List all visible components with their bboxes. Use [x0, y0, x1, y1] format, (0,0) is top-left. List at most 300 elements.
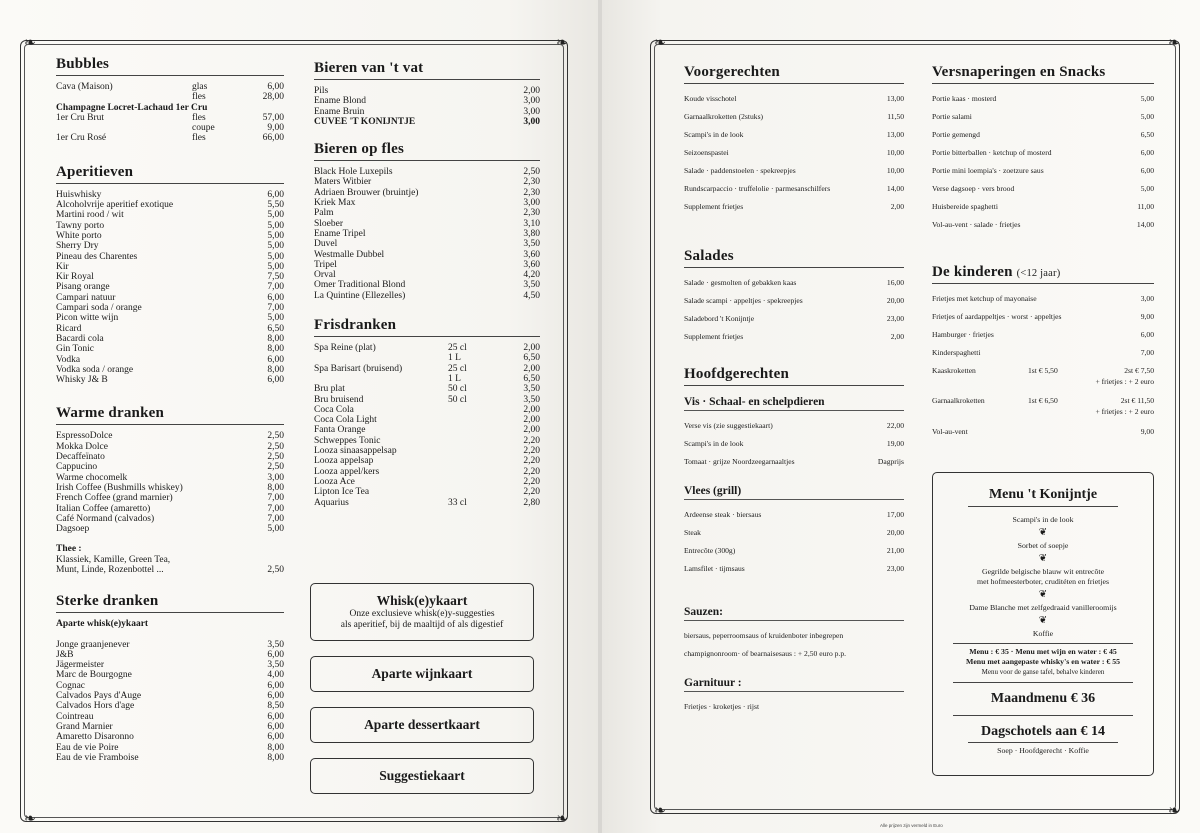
item-name: Whisky J& B — [56, 375, 108, 386]
corner-leaf-icon: ❧ — [1168, 803, 1180, 819]
section-kinderen — [932, 264, 1154, 441]
menu-item-row — [56, 514, 284, 524]
vol-au-vent-row: Vol-au-vent 9,00 — [932, 427, 1154, 436]
item-size — [448, 477, 500, 487]
menu-item-row — [314, 456, 540, 466]
item-name: Tawny porto — [56, 220, 105, 231]
item-price: 2,00 — [523, 363, 540, 374]
item-size: coupe — [192, 123, 215, 134]
whisky-card-desc: als aperitief, bij de maaltijd of als digestief — [340, 620, 504, 630]
menu-item-row — [684, 560, 904, 578]
menu-item-row — [932, 326, 1154, 344]
item-price: 5,00 — [267, 230, 284, 241]
item-price: 8,50 — [267, 701, 284, 712]
item-price: 5,50 — [267, 200, 284, 211]
right-column-1 — [684, 64, 904, 716]
menu-item-row — [314, 229, 540, 239]
item-price: 6,00 — [267, 292, 284, 303]
menu-item-row — [56, 210, 284, 220]
maandmenu-title: Maandmenu € 36 — [990, 691, 1096, 706]
menu-course: Scampi's in de look — [1012, 515, 1074, 524]
item-price: 14,00 — [1136, 220, 1154, 229]
menu-item-row — [684, 506, 904, 524]
item-price: 2,20 — [523, 466, 540, 477]
section-salades — [684, 248, 904, 346]
item-price: 66,00 — [262, 133, 284, 144]
item-name: Kriek Max — [314, 198, 356, 209]
item-price: 2,80 — [523, 497, 540, 508]
menu-item-row — [56, 293, 284, 303]
item-price: 21,00 — [886, 546, 904, 555]
menu-item-row — [314, 498, 540, 508]
item-name: Tripel — [314, 259, 337, 270]
menu-item-row — [314, 107, 540, 117]
menu-item-row — [314, 219, 540, 229]
item-name: Jonge graanjenever — [56, 639, 130, 650]
menu-item-row — [314, 117, 540, 127]
menu-item-row — [56, 670, 284, 680]
item-name: Dagsoep — [56, 524, 90, 535]
menu-konijntje-box — [932, 472, 1154, 776]
menu-item-row — [56, 473, 284, 483]
menu-item-row — [684, 180, 904, 198]
menu-item-row — [56, 241, 284, 251]
menu-item-row — [314, 353, 540, 363]
menu-item-row — [314, 260, 540, 270]
item-list — [684, 506, 904, 578]
corner-leaf-icon: ❧ — [654, 803, 666, 819]
item-price: 6,00 — [267, 82, 284, 92]
item-name: Gin Tonic — [56, 344, 94, 355]
item-name: Maters Witbier — [314, 177, 372, 188]
item-name: Grand Marnier — [56, 721, 113, 732]
item-price: 2,00 — [523, 86, 540, 96]
item-price: 9,00 — [267, 123, 284, 134]
item-price: 7,00 — [267, 513, 284, 524]
section-sterke-dranken — [56, 593, 284, 763]
menu-item-row — [56, 133, 284, 143]
menu-item-row — [684, 435, 904, 453]
item-name: Vol-au-vent · salade · frietjes — [932, 220, 1021, 229]
item-size — [448, 446, 500, 456]
item-name: Ename Blond — [314, 96, 366, 107]
menu-item-row — [684, 417, 904, 435]
item-name: Eau de vie Framboise — [56, 752, 139, 763]
item-price: 22,00 — [886, 421, 904, 430]
item-price: 7,00 — [267, 503, 284, 514]
item-name: Calvados Hors d'age — [56, 701, 135, 712]
item-name: Coca Cola Light — [314, 415, 377, 426]
menu-item-row — [56, 452, 284, 462]
item-price: 10,00 — [886, 166, 904, 175]
item-price: 4,20 — [523, 270, 540, 281]
item-name: Kinderspaghetti — [932, 348, 981, 357]
item-name: Vodka soda / orange — [56, 364, 134, 375]
item-price: 4,00 — [267, 670, 284, 681]
menu-item-row — [684, 198, 904, 216]
item-name — [56, 123, 192, 133]
menu-item-row — [56, 431, 284, 441]
item-name: Frietjes met ketchup of mayonaise — [932, 294, 1037, 303]
menu-item-row — [56, 313, 284, 323]
item-price: 8,00 — [267, 364, 284, 375]
kinderen-age: (<12 jaar) — [1016, 268, 1061, 279]
item-name: Fanta Orange — [314, 425, 366, 436]
section-title: Sterke dranken — [56, 593, 284, 613]
section-garnituur — [684, 677, 904, 716]
item-name: Salade · paddenstoelen · spekreepjes — [684, 166, 796, 175]
dessert-card-box: Aparte dessertkaart — [310, 707, 534, 743]
item-name: Warme chocomelk — [56, 472, 128, 483]
menu-item-row — [56, 344, 284, 354]
subsection-title: Sauzen: — [684, 606, 904, 621]
section-title: Versnaperingen en Snacks — [932, 64, 1154, 84]
item-size: 1 L — [448, 353, 461, 364]
item-price: 20,00 — [886, 528, 904, 537]
section-title: Salades — [684, 248, 904, 268]
item-price: 2,20 — [523, 446, 540, 457]
item-price: 4,50 — [523, 290, 540, 301]
menu-course: Gegrilde belgische blauw wit entrecôte — [981, 567, 1105, 576]
menu-item-row — [314, 188, 540, 198]
menu-note: Menu voor de ganse tafel, behalve kinderen — [981, 668, 1105, 676]
item-price: 3,50 — [523, 280, 540, 291]
menu-item-row — [684, 126, 904, 144]
menu-item-row — [314, 343, 540, 353]
item-name: Portie salami — [932, 112, 972, 121]
kaaskroketten-supplement: + frietjes : + 2 euro — [1095, 377, 1154, 386]
menu-item-row — [56, 365, 284, 375]
menu-item-row — [56, 743, 284, 753]
item-price: 11,50 — [887, 112, 904, 121]
item-price: 2,00 — [523, 415, 540, 426]
item-name: J&B — [56, 649, 74, 660]
menu-item-row — [314, 364, 540, 374]
item-name: Portie bitterballen · ketchup of mosterd — [932, 148, 1052, 157]
suggestion-card-box: Suggestiekaart — [310, 758, 534, 794]
garnaalkroketten-supplement: + frietjes : + 2 euro — [1095, 407, 1154, 416]
item-name: Koude visschotel — [684, 94, 737, 103]
item-name: Looza appel/kers — [314, 466, 380, 477]
item-price: 6,50 — [267, 323, 284, 334]
thee-line: Munt, Linde, Rozenbottel ... 2,50 — [56, 564, 284, 575]
item-name: Cappucino — [56, 462, 98, 473]
item-name: Pineau des Charentes — [56, 251, 138, 262]
item-price: 2,30 — [523, 177, 540, 188]
section-title: Frisdranken — [314, 317, 540, 337]
dagschotels-desc: Soep · Hoofdgerecht · Koffie — [997, 746, 1089, 755]
menu-item-row — [932, 344, 1154, 362]
item-name: Rundscarpaccio · truffelolie · parmesanschilfers — [684, 184, 831, 193]
section-snacks — [932, 64, 1154, 234]
menu-item-row — [314, 384, 540, 394]
menu-item-row — [56, 190, 284, 200]
menu-item-row — [314, 208, 540, 218]
item-size: 33 cl — [448, 497, 467, 508]
item-size: fles — [192, 112, 206, 123]
item-size — [207, 103, 250, 113]
menu-item-row — [56, 324, 284, 334]
item-size: 50 cl — [448, 384, 467, 395]
item-price: 3,80 — [523, 228, 540, 239]
right-column-2 — [932, 64, 1154, 441]
item-price: 8,00 — [267, 752, 284, 763]
item-name: Irish Coffee (Bushmills whiskey) — [56, 482, 183, 493]
menu-title-underline — [968, 506, 1118, 507]
item-size — [448, 487, 500, 497]
item-price: 57,00 — [262, 112, 284, 123]
item-price: 6,00 — [267, 649, 284, 660]
item-name: Pisang orange — [56, 282, 110, 293]
menu-item-row — [932, 162, 1154, 180]
thee-title: Thee : — [56, 544, 82, 555]
menu-item-row — [56, 200, 284, 210]
item-size: 1 L — [448, 373, 461, 384]
item-price: 2,00 — [890, 202, 904, 211]
item-price: 13,00 — [886, 94, 904, 103]
item-list — [314, 343, 540, 508]
menu-item-row — [56, 504, 284, 514]
item-price: 28,00 — [262, 92, 284, 103]
whisky-card-desc: Onze exclusieve whisk(e)y-suggesties — [349, 609, 495, 619]
menu-item-row — [932, 198, 1154, 216]
menu-item-row — [56, 753, 284, 763]
item-name: Italian Coffee (amaretto) — [56, 503, 151, 514]
menu-item-row — [56, 113, 284, 123]
leaf-divider-icon: ❦ — [1038, 553, 1048, 564]
corner-leaf-icon: ❧ — [24, 35, 36, 51]
item-price: 6,00 — [267, 680, 284, 691]
menu-item-row — [932, 108, 1154, 126]
item-name: Jägermeister — [56, 660, 105, 671]
item-name: Spa Reine (plat) — [314, 343, 376, 354]
menu-item-row — [314, 239, 540, 249]
item-name: Mokka Dolce — [56, 441, 108, 452]
item-price: 23,00 — [886, 314, 904, 323]
item-price: 7,00 — [267, 493, 284, 504]
item-price: 3,50 — [523, 394, 540, 405]
item-name: Cointreau — [56, 711, 94, 722]
item-name: Looza appelsap — [314, 456, 374, 467]
item-price — [251, 103, 284, 113]
menu-item-row — [56, 493, 284, 503]
menu-item-row — [932, 290, 1154, 308]
item-price: 3,00 — [523, 198, 540, 209]
item-price: 2,00 — [523, 343, 540, 354]
menu-item-row — [56, 681, 284, 691]
menu-course: met hofmeesterboter, cruditéten en frietjes — [977, 577, 1109, 586]
item-name: Saladebord 't Konijntje — [684, 314, 755, 323]
section-title: Hoofdgerechten — [684, 366, 904, 386]
item-list — [932, 90, 1154, 234]
item-name: Martini rood / wit — [56, 210, 124, 221]
menu-item-row — [314, 250, 540, 260]
corner-leaf-icon: ❧ — [556, 811, 568, 827]
item-price: 16,00 — [886, 278, 904, 287]
item-name: Black Hole Luxepils — [314, 167, 393, 178]
item-price: 3,00 — [267, 472, 284, 483]
kaaskroketten-row: Kaaskroketten 1st € 5,50 2st € 7,50 — [932, 366, 1154, 375]
section-warme-dranken — [56, 405, 284, 575]
menu-divider — [953, 643, 1133, 644]
menu-item-row — [314, 477, 540, 487]
item-price: 3,50 — [523, 384, 540, 395]
menu-item-row — [56, 722, 284, 732]
section-voorgerechten — [684, 64, 904, 216]
item-name: Portie gemengd — [932, 130, 980, 139]
section-sauzen — [684, 606, 904, 663]
item-price: 5,00 — [1140, 94, 1154, 103]
item-list — [314, 167, 540, 301]
section-frisdranken — [314, 317, 540, 508]
item-price: 2,00 — [523, 425, 540, 436]
item-list — [56, 640, 284, 764]
item-name: Scampi's in de look — [684, 439, 744, 448]
menu-item-row — [684, 274, 904, 292]
item-name: Verse vis (zie suggestiekaart) — [684, 421, 773, 430]
item-name: Adriaen Brouwer (bruintje) — [314, 187, 419, 198]
section-bieren-fles — [314, 141, 540, 301]
menu-item-row — [314, 395, 540, 405]
item-size: 25 cl — [448, 343, 467, 354]
item-name: Picon witte wijn — [56, 313, 119, 324]
menu-item-row — [684, 542, 904, 560]
item-price: 2,30 — [523, 208, 540, 219]
menu-item-row — [56, 712, 284, 722]
menu-item-row — [56, 650, 284, 660]
menu-item-row — [684, 144, 904, 162]
menu-item-row — [314, 291, 540, 301]
menu-item-row — [56, 92, 284, 102]
item-name: Cognac — [56, 680, 86, 691]
item-name: Verse dagsoep · vers brood — [932, 184, 1015, 193]
item-name: Cava (Maison) — [56, 82, 113, 92]
menu-price: Menu : € 35 · Menu met wijn en water : € 45 — [969, 647, 1117, 656]
item-name: Amaretto Disaronno — [56, 732, 134, 743]
section-hoofdgerechten — [684, 366, 904, 578]
item-price: 5,00 — [1140, 184, 1154, 193]
item-price: 6,00 — [1140, 166, 1154, 175]
menu-item-row — [314, 425, 540, 435]
item-list — [56, 190, 284, 386]
section-title: Bubbles — [56, 56, 284, 76]
menu-price: Menu met aangepaste whisky's en water : € 55 — [965, 657, 1121, 666]
item-name — [56, 92, 192, 102]
menu-divider — [953, 715, 1133, 716]
item-name: Huiswhisky — [56, 189, 102, 200]
menu-item-row — [56, 355, 284, 365]
menu-item-row — [314, 86, 540, 96]
item-size — [448, 405, 500, 415]
item-price: 6,00 — [267, 691, 284, 702]
item-name: CUVEE 'T KONIJNTJE — [314, 116, 416, 127]
whisky-card-box — [310, 583, 534, 641]
item-price: 3,00 — [523, 116, 540, 127]
item-name: Supplement frietjes — [684, 332, 744, 341]
menu-item-row — [684, 108, 904, 126]
item-price: 8,00 — [267, 742, 284, 753]
item-price: 3,00 — [1140, 294, 1154, 303]
item-name: Looza sinaasappelsap — [314, 446, 397, 457]
menu-item-row — [684, 524, 904, 542]
item-name: White porto — [56, 230, 102, 241]
item-name: Lipton Ice Tea — [314, 487, 370, 498]
leaf-divider-icon: ❦ — [1038, 589, 1048, 600]
item-name: 1er Cru Rosé — [56, 133, 107, 144]
item-name: Café Normand (calvados) — [56, 513, 155, 524]
whisky-card-title: Whisk(e)ykaart — [376, 593, 468, 608]
leaf-divider-icon: ❦ — [1038, 527, 1048, 538]
item-list — [56, 82, 284, 144]
section-title: Warme dranken — [56, 405, 284, 425]
item-name: La Quintine (Ellezelles) — [314, 290, 406, 301]
sauzen-line: biersaus, peperroomsaus of kruidenboter inbegrepen — [684, 631, 844, 640]
item-price: 7,50 — [267, 272, 284, 283]
item-name: Lamsfilet · tijmsaus — [684, 564, 745, 573]
item-name: Looza Ace — [314, 476, 355, 487]
item-price: 2,20 — [523, 435, 540, 446]
item-name — [314, 353, 448, 363]
menu-item-row — [684, 453, 904, 471]
item-price: 6,00 — [267, 721, 284, 732]
dagschotels-title: Dagschotels aan € 14 — [980, 724, 1106, 739]
item-size: glas — [192, 82, 208, 92]
item-name: Sloeber — [314, 218, 344, 229]
item-price: 5,00 — [267, 241, 284, 252]
item-price: 2,20 — [523, 476, 540, 487]
item-price: 6,00 — [267, 711, 284, 722]
item-price: 3,60 — [523, 249, 540, 260]
wine-card-box: Aparte wijnkaart — [310, 656, 534, 692]
item-price: 2,00 — [523, 404, 540, 415]
item-price: 7,00 — [267, 282, 284, 293]
item-price: 3,50 — [267, 660, 284, 671]
item-price: 3,00 — [523, 96, 540, 107]
item-size — [448, 425, 500, 435]
menu-item-row — [932, 90, 1154, 108]
item-name: Palm — [314, 208, 334, 219]
item-price: 2,30 — [523, 187, 540, 198]
item-name — [314, 374, 448, 384]
item-size — [448, 415, 500, 425]
menu-item-row — [314, 96, 540, 106]
menu-item-row — [932, 126, 1154, 144]
left-column-2 — [314, 60, 540, 508]
menu-item-row — [684, 310, 904, 328]
price-footnote: Alle prijzen zijn vermeld in Euro — [880, 823, 943, 828]
item-price: 3,00 — [523, 106, 540, 117]
subsection-title: Garnituur : — [684, 677, 904, 692]
section-title: Aperitieven — [56, 164, 284, 184]
item-name: Westmalle Dubbel — [314, 249, 385, 260]
menu-course: Dame Blanche met zelfgedraaid vanilleroomijs — [969, 603, 1117, 612]
item-price: 8,00 — [267, 482, 284, 493]
item-name: Duvel — [314, 239, 338, 250]
item-name: Campari soda / orange — [56, 303, 142, 314]
item-price: 5,00 — [267, 313, 284, 324]
menu-item-row — [932, 144, 1154, 162]
left-column-1 — [56, 56, 284, 763]
item-price: 23,00 — [886, 564, 904, 573]
menu-item-row — [932, 180, 1154, 198]
item-name: French Coffee (grand marnier) — [56, 493, 173, 504]
item-price: 5,00 — [267, 251, 284, 262]
menu-item-row — [314, 280, 540, 290]
corner-leaf-icon: ❧ — [654, 35, 666, 51]
item-name: Decaffeïnato — [56, 452, 105, 463]
item-price: 14,00 — [886, 184, 904, 193]
item-name: Kir — [56, 261, 69, 272]
